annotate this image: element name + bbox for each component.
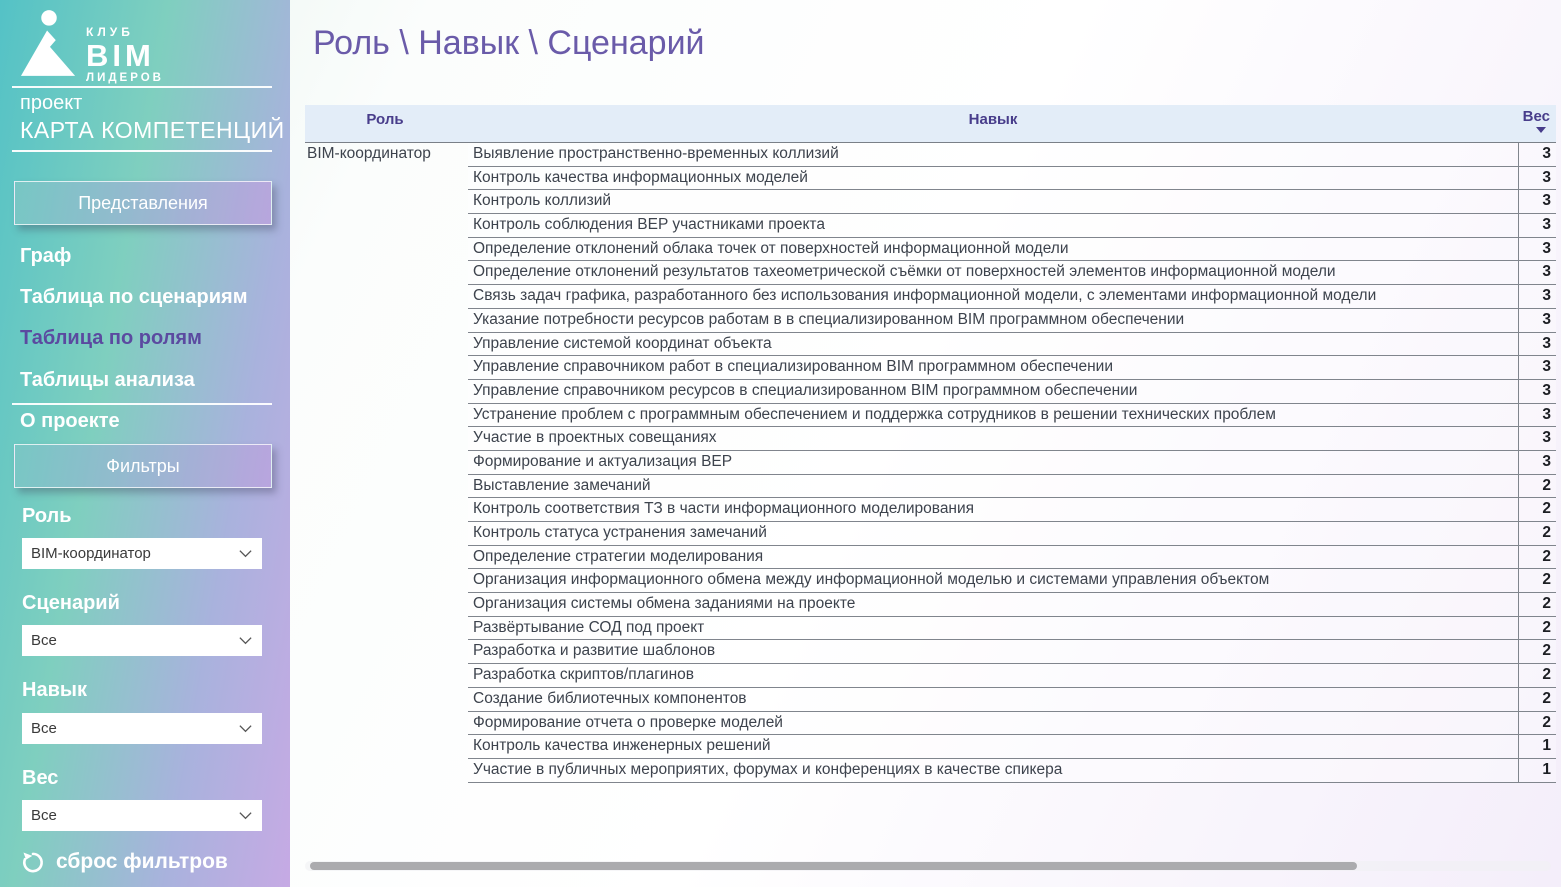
weight-cell[interactable]: 3 [1518,238,1556,262]
nav-item-table-by-roles[interactable]: Таблица по ролям [20,327,202,349]
table-header-row [305,105,1556,143]
role-cell[interactable]: BIM-координатор [307,145,431,162]
weight-cell[interactable]: 3 [1518,190,1556,214]
skill-cell[interactable]: Разработка скриптов/плагинов [468,664,1518,688]
table-row [305,143,1556,167]
skill-cell[interactable]: Организация информационного обмена между информационной моделью и системами управления объектом [468,569,1518,593]
table-row [305,427,1556,451]
role-cell[interactable] [305,593,468,617]
chevron-down-icon [238,633,253,648]
weight-cell[interactable]: 2 [1518,569,1556,593]
table-row [305,475,1556,499]
skill-cell[interactable]: Управление системой координат объекта [468,333,1518,357]
column-header-role[interactable]: Роль [366,111,404,128]
logo-leaders-text: ЛИДЕРОВ [86,72,164,84]
skill-cell[interactable]: Создание библиотечных компонентов [468,688,1518,712]
matrix-table [305,105,1556,783]
role-cell[interactable] [305,427,468,451]
table-row [305,285,1556,309]
table-row [305,309,1556,333]
skill-cell[interactable]: Развёртывание СОД под проект [468,617,1518,641]
skill-cell[interactable]: Определение отклонений облака точек от поверхностей информационной модели [468,238,1518,262]
weight-cell[interactable]: 2 [1518,522,1556,546]
role-cell[interactable] [305,522,468,546]
weight-cell[interactable]: 2 [1518,664,1556,688]
weight-cell[interactable]: 2 [1518,475,1556,499]
main-content [290,0,1561,887]
role-cell[interactable] [305,569,468,593]
skill-cell[interactable]: Контроль соответствия ТЗ в части информационного моделирования [468,498,1518,522]
weight-cell[interactable]: 3 [1518,167,1556,191]
sidebar [0,0,290,887]
role-filter-dropdown[interactable] [22,538,262,569]
weight-cell[interactable]: 3 [1518,451,1556,475]
role-cell[interactable] [305,333,468,357]
sort-desc-icon [1536,127,1546,133]
weight-cell[interactable]: 3 [1518,143,1556,167]
weight-filter-value: Все [31,807,57,824]
role-cell[interactable] [305,759,468,783]
weight-cell[interactable]: 3 [1518,380,1556,404]
logo-bim-text: BIM [86,38,155,73]
table-row [305,617,1556,641]
table-row [305,380,1556,404]
column-header-weight[interactable] [1523,108,1550,133]
role-cell[interactable] [305,546,468,570]
table-row [305,735,1556,759]
skill-cell[interactable]: Контроль качества инженерных решений [468,735,1518,759]
role-cell[interactable] [305,475,468,499]
table-row [305,546,1556,570]
table-row [305,190,1556,214]
role-cell[interactable] [305,617,468,641]
scenario-filter-value: Все [31,632,57,649]
role-cell[interactable] [305,285,468,309]
skill-cell[interactable]: Организация системы обмена заданиями на проекте [468,593,1518,617]
skill-cell[interactable]: Определение отклонений результатов тахеометрической съёмки от поверхностей элементов информационной модели [468,261,1518,285]
table-row [305,238,1556,262]
chevron-down-icon [238,721,253,736]
weight-cell[interactable]: 1 [1518,759,1556,783]
page-title: Роль \ Навык \ Сценарий [313,24,705,62]
skill-cell[interactable]: Формирование отчета о проверке моделей [468,712,1518,736]
bim-leaders-logo-icon [20,10,78,78]
skill-cell[interactable]: Устранение проблем с программным обеспечением и поддержка сотрудников в решении технических проблем [468,404,1518,428]
skill-cell[interactable]: Управление справочником работ в специализированном BIM программном обеспечении [468,356,1518,380]
role-cell[interactable] [305,712,468,736]
weight-cell[interactable]: 3 [1518,285,1556,309]
filters-header-button[interactable]: Фильтры [14,444,272,488]
table-row [305,522,1556,546]
table-row [305,593,1556,617]
table-row [305,451,1556,475]
table-row [305,498,1556,522]
reset-undo-icon [20,849,46,875]
skill-filter-value: Все [31,720,57,737]
reset-filters-label: сброс фильтров [56,850,228,873]
role-filter-value: BIM-координатор [31,545,151,562]
logo [20,10,164,85]
weight-cell[interactable]: 2 [1518,640,1556,664]
weight-filter-label: Вес [22,767,59,789]
nav-item-graph[interactable]: Граф [20,245,72,267]
logo-club-text: КЛУБ [86,25,134,39]
table-body [305,143,1556,783]
skill-cell[interactable]: Участие в публичных мероприятих, форумах и конференциях в качестве спикера [468,759,1518,783]
weight-cell[interactable]: 2 [1518,617,1556,641]
weight-filter-dropdown[interactable] [22,800,262,831]
table-row [305,356,1556,380]
skill-cell[interactable]: Разработка и развитие шаблонов [468,640,1518,664]
weight-cell[interactable]: 3 [1518,261,1556,285]
horizontal-scrollbar-thumb[interactable] [310,862,1357,870]
skill-cell[interactable]: Контроль коллизий [468,190,1518,214]
weight-cell[interactable]: 2 [1518,546,1556,570]
divider [12,86,272,88]
skill-filter-label: Навык [22,679,87,701]
weight-cell[interactable]: 2 [1518,712,1556,736]
weight-cell[interactable]: 3 [1518,404,1556,428]
skill-cell[interactable]: Участие в проектных совещаниях [468,427,1518,451]
weight-cell[interactable]: 2 [1518,593,1556,617]
role-cell[interactable] [305,380,468,404]
role-cell[interactable] [305,238,468,262]
skill-cell[interactable]: Контроль соблюдения BEP участниками проекта [468,214,1518,238]
chevron-down-icon [238,808,253,823]
table-row [305,333,1556,357]
role-cell[interactable] [305,664,468,688]
role-cell[interactable] [305,214,468,238]
role-cell[interactable] [305,167,468,191]
skill-cell[interactable]: Указание потребности ресурсов работам в в специализированном BIM программном обеспечении [468,309,1518,333]
skill-cell[interactable]: Контроль качества информационных моделей [468,167,1518,191]
weight-cell[interactable]: 3 [1518,427,1556,451]
table-row [305,759,1556,783]
role-cell[interactable] [305,404,468,428]
table-row [305,569,1556,593]
role-cell[interactable] [305,356,468,380]
weight-cell[interactable]: 3 [1518,333,1556,357]
project-label: проект [20,92,83,114]
table-row [305,214,1556,238]
skill-cell[interactable]: Связь задач графика, разработанного без использования информационной модели, с элементами информационной модели [468,285,1518,309]
table-row [305,167,1556,191]
weight-cell[interactable]: 1 [1518,735,1556,759]
scenario-filter-dropdown[interactable] [22,625,262,656]
skill-cell[interactable]: Выявление пространственно-временных коллизий [468,143,1518,167]
horizontal-scrollbar[interactable] [305,861,1551,871]
role-filter-label: Роль [22,505,72,527]
role-cell[interactable] [305,498,468,522]
column-header-skill[interactable]: Навык [968,111,1018,128]
table-row [305,712,1556,736]
nav-item-table-by-scenarios[interactable]: Таблица по сценариям [20,286,248,308]
weight-cell[interactable]: 3 [1518,214,1556,238]
skill-cell[interactable]: Управление справочником ресурсов в специализированном BIM программном обеспечении [468,380,1518,404]
skill-cell[interactable]: Контроль статуса устранения замечаний [468,522,1518,546]
table-row [305,688,1556,712]
nav-item-about[interactable]: О проекте [20,410,120,432]
table-row [305,664,1556,688]
reset-filters-button[interactable] [20,849,228,875]
divider [12,150,272,152]
project-title: КАРТА КОМПЕТЕНЦИЙ [20,117,285,143]
table-row [305,640,1556,664]
nav-item-analysis-tables[interactable]: Таблицы анализа [20,369,195,391]
role-cell[interactable] [305,688,468,712]
column-header-weight-label: Вес [1522,108,1550,125]
role-cell[interactable] [305,261,468,285]
chevron-down-icon [238,546,253,561]
skill-cell[interactable]: Формирование и актуализация BEP [468,451,1518,475]
views-header-button[interactable]: Представления [14,181,272,225]
skill-cell[interactable]: Определение стратегии моделирования [468,546,1518,570]
role-cell[interactable] [305,451,468,475]
scenario-filter-label: Сценарий [22,592,120,614]
table-row [305,404,1556,428]
role-cell[interactable] [305,309,468,333]
weight-cell[interactable]: 3 [1518,309,1556,333]
table-row [305,261,1556,285]
role-cell[interactable] [305,735,468,759]
skill-cell[interactable]: Выставление замечаний [468,475,1518,499]
weight-cell[interactable]: 2 [1518,688,1556,712]
weight-cell[interactable]: 2 [1518,498,1556,522]
role-cell[interactable] [305,190,468,214]
weight-cell[interactable]: 3 [1518,356,1556,380]
role-cell[interactable] [305,640,468,664]
divider [12,403,272,405]
skill-filter-dropdown[interactable] [22,713,262,744]
